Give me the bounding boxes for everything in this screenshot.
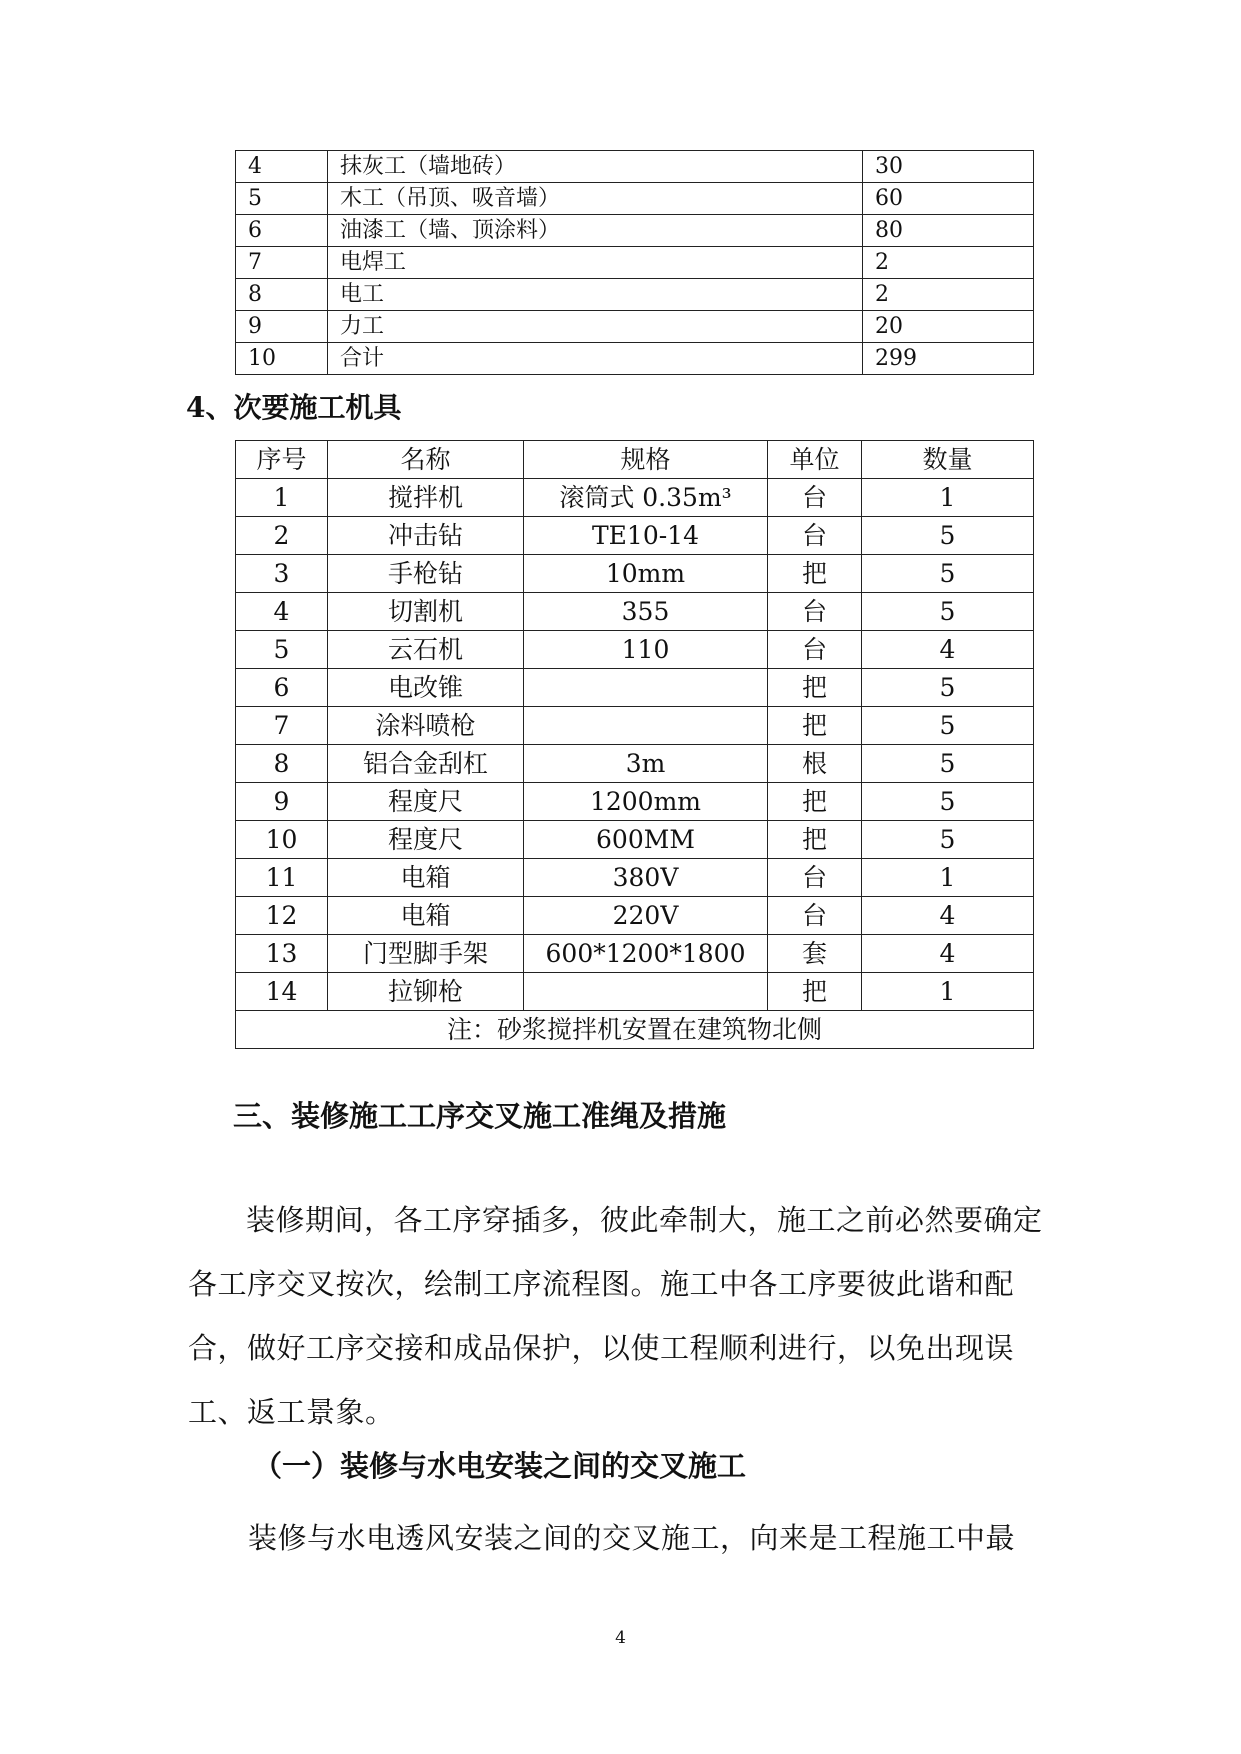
section-title: 三、装修施工工序交叉施工准绳及措施 bbox=[233, 1099, 727, 1133]
labor-table-body bbox=[236, 151, 1034, 375]
labor-cell-count: 299 bbox=[863, 343, 1034, 375]
table-row bbox=[236, 821, 1034, 859]
tools-header-row bbox=[236, 441, 1034, 479]
tool-cell-name: 程度尺 bbox=[328, 783, 524, 821]
tool-cell-unit: 把 bbox=[768, 783, 862, 821]
tool-cell-qty: 5 bbox=[862, 821, 1034, 859]
labor-cell-no: 7 bbox=[236, 247, 328, 279]
page-number: 4 bbox=[615, 1628, 626, 1648]
table-row bbox=[236, 707, 1034, 745]
tool-cell-qty: 4 bbox=[862, 631, 1034, 669]
table-row bbox=[236, 247, 1034, 279]
tool-cell-no: 10 bbox=[236, 821, 328, 859]
tool-cell-spec: 1200mm bbox=[524, 783, 768, 821]
tool-cell-qty: 1 bbox=[862, 973, 1034, 1011]
table-row bbox=[236, 479, 1034, 517]
tool-cell-name: 冲击钻 bbox=[328, 517, 524, 555]
tool-cell-unit: 台 bbox=[768, 897, 862, 935]
labor-cell-trade: 电工 bbox=[328, 279, 863, 311]
tool-cell-unit: 台 bbox=[768, 479, 862, 517]
table-row bbox=[236, 973, 1034, 1011]
tool-cell-spec: 355 bbox=[524, 593, 768, 631]
tool-cell-unit: 台 bbox=[768, 859, 862, 897]
table-row bbox=[236, 517, 1034, 555]
tool-cell-qty: 4 bbox=[862, 935, 1034, 973]
labor-table bbox=[235, 150, 1034, 375]
tool-cell-qty: 5 bbox=[862, 517, 1034, 555]
labor-cell-no: 8 bbox=[236, 279, 328, 311]
table-row bbox=[236, 183, 1034, 215]
tool-cell-name: 搅拌机 bbox=[328, 479, 524, 517]
table-row bbox=[236, 215, 1034, 247]
tool-cell-unit: 根 bbox=[768, 745, 862, 783]
table-row bbox=[236, 669, 1034, 707]
tool-cell-name: 涂料喷枪 bbox=[328, 707, 524, 745]
tool-cell-qty: 4 bbox=[862, 897, 1034, 935]
table-row bbox=[236, 783, 1034, 821]
labor-cell-trade: 合计 bbox=[328, 343, 863, 375]
tool-cell-spec: 110 bbox=[524, 631, 768, 669]
labor-cell-no: 4 bbox=[236, 151, 328, 183]
tool-cell-no: 1 bbox=[236, 479, 328, 517]
subheading: （一）装修与水电安装之间的交叉施工 bbox=[253, 1449, 747, 1483]
labor-cell-trade: 油漆工（墙、顶涂料） bbox=[328, 215, 863, 247]
labor-cell-trade: 力工 bbox=[328, 311, 863, 343]
tool-cell-name: 拉铆枪 bbox=[328, 973, 524, 1011]
labor-cell-count: 2 bbox=[863, 279, 1034, 311]
tool-cell-name: 电箱 bbox=[328, 897, 524, 935]
tool-cell-no: 5 bbox=[236, 631, 328, 669]
table-row bbox=[236, 935, 1034, 973]
labor-cell-no: 10 bbox=[236, 343, 328, 375]
tool-cell-name: 程度尺 bbox=[328, 821, 524, 859]
tool-cell-name: 手枪钻 bbox=[328, 555, 524, 593]
table-row bbox=[236, 279, 1034, 311]
tool-cell-spec: 380V bbox=[524, 859, 768, 897]
tool-cell-name: 电改锥 bbox=[328, 669, 524, 707]
tool-cell-spec: 220V bbox=[524, 897, 768, 935]
tool-cell-spec: 600*1200*1800 bbox=[524, 935, 768, 973]
tool-cell-no: 7 bbox=[236, 707, 328, 745]
tool-cell-unit: 台 bbox=[768, 517, 862, 555]
table-row bbox=[236, 151, 1034, 183]
tool-cell-spec bbox=[524, 973, 768, 1011]
paragraph-2: 装修与水电透风安装之间的交叉施工，向来是工程施工中最 bbox=[248, 1521, 1016, 1555]
tool-cell-unit: 把 bbox=[768, 669, 862, 707]
tool-cell-no: 11 bbox=[236, 859, 328, 897]
tool-cell-no: 6 bbox=[236, 669, 328, 707]
header-cell: 序号 bbox=[236, 441, 328, 479]
tool-cell-spec: 滚筒式 0.35m³ bbox=[524, 479, 768, 517]
tool-cell-spec: 3m bbox=[524, 745, 768, 783]
header-cell: 单位 bbox=[768, 441, 862, 479]
tool-cell-qty: 5 bbox=[862, 745, 1034, 783]
tool-cell-no: 13 bbox=[236, 935, 328, 973]
tool-cell-qty: 5 bbox=[862, 669, 1034, 707]
tool-cell-unit: 套 bbox=[768, 935, 862, 973]
tool-cell-no: 14 bbox=[236, 973, 328, 1011]
labor-cell-no: 9 bbox=[236, 311, 328, 343]
table-row bbox=[236, 555, 1034, 593]
tool-cell-spec: TE10-14 bbox=[524, 517, 768, 555]
tool-cell-name: 电箱 bbox=[328, 859, 524, 897]
tool-cell-spec bbox=[524, 669, 768, 707]
tool-cell-name: 云石机 bbox=[328, 631, 524, 669]
tools-table bbox=[235, 440, 1034, 1049]
tools-note: 注：砂浆搅拌机安置在建筑物北侧 bbox=[236, 1011, 1034, 1049]
header-cell: 名称 bbox=[328, 441, 524, 479]
header-cell: 数量 bbox=[862, 441, 1034, 479]
labor-cell-count: 60 bbox=[863, 183, 1034, 215]
tools-heading: 4、次要施工机具 bbox=[186, 391, 402, 424]
labor-cell-no: 6 bbox=[236, 215, 328, 247]
table-row bbox=[236, 897, 1034, 935]
labor-cell-count: 20 bbox=[863, 311, 1034, 343]
tool-cell-name: 门型脚手架 bbox=[328, 935, 524, 973]
table-row bbox=[236, 745, 1034, 783]
tool-cell-qty: 5 bbox=[862, 555, 1034, 593]
tool-cell-no: 3 bbox=[236, 555, 328, 593]
tool-cell-qty: 5 bbox=[862, 707, 1034, 745]
table-row bbox=[236, 343, 1034, 375]
tool-cell-qty: 5 bbox=[862, 593, 1034, 631]
labor-cell-count: 2 bbox=[863, 247, 1034, 279]
table-row bbox=[236, 593, 1034, 631]
labor-cell-trade: 木工（吊顶、吸音墙） bbox=[328, 183, 863, 215]
tool-cell-no: 9 bbox=[236, 783, 328, 821]
labor-cell-trade: 抹灰工（墙地砖） bbox=[328, 151, 863, 183]
tool-cell-no: 12 bbox=[236, 897, 328, 935]
tool-cell-no: 8 bbox=[236, 745, 328, 783]
tool-cell-unit: 台 bbox=[768, 593, 862, 631]
tool-cell-qty: 5 bbox=[862, 783, 1034, 821]
tool-cell-qty: 1 bbox=[862, 479, 1034, 517]
labor-cell-trade: 电焊工 bbox=[328, 247, 863, 279]
table-row bbox=[236, 631, 1034, 669]
tool-cell-no: 4 bbox=[236, 593, 328, 631]
tool-cell-name: 切割机 bbox=[328, 593, 524, 631]
tool-cell-unit: 台 bbox=[768, 631, 862, 669]
paragraph-1: 装修期间，各工序穿插多，彼此牵制大，施工之前必然要确定各工序交叉按次，绘制工序流程图。施工中各工序要彼此谐和配合，做好工序交接和成品保护，以使工程顺利进行，以免出现误工、返工景象。 bbox=[188, 1203, 1043, 1429]
tool-cell-name: 铝合金刮杠 bbox=[328, 745, 524, 783]
labor-cell-count: 30 bbox=[863, 151, 1034, 183]
header-cell: 规格 bbox=[524, 441, 768, 479]
table-row bbox=[236, 311, 1034, 343]
tools-note-row bbox=[236, 1011, 1034, 1049]
tool-cell-spec: 600MM bbox=[524, 821, 768, 859]
tools-table-body bbox=[236, 479, 1034, 1011]
labor-cell-count: 80 bbox=[863, 215, 1034, 247]
tool-cell-unit: 把 bbox=[768, 821, 862, 859]
tool-cell-unit: 把 bbox=[768, 555, 862, 593]
tool-cell-unit: 把 bbox=[768, 973, 862, 1011]
tool-cell-no: 2 bbox=[236, 517, 328, 555]
tool-cell-spec bbox=[524, 707, 768, 745]
table-row bbox=[236, 859, 1034, 897]
labor-cell-no: 5 bbox=[236, 183, 328, 215]
tool-cell-qty: 1 bbox=[862, 859, 1034, 897]
tool-cell-unit: 把 bbox=[768, 707, 862, 745]
tool-cell-spec: 10mm bbox=[524, 555, 768, 593]
